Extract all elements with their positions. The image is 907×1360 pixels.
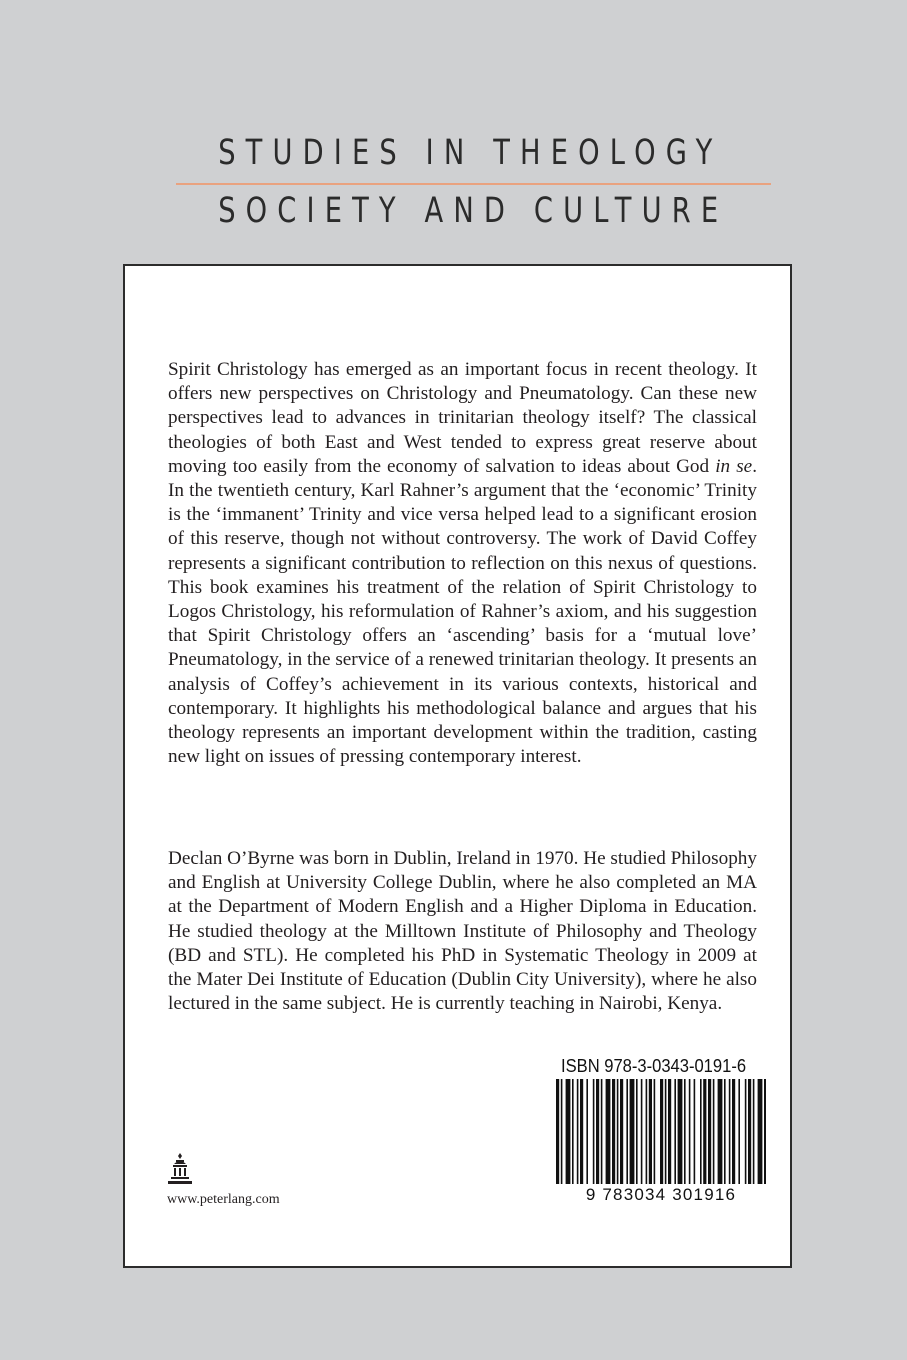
back-cover-panel	[123, 264, 792, 1268]
author-bio: Declan O’Byrne was born in Dublin, Ireland in 1970. He studied Philosophy and English at University College Dublin, where he also completed an MA at the Department of Modern English and a Higher Diploma in Education. He studied theology at the Milltown Institute of Philosophy and Theology (BD and STL). He completed his PhD in Systematic Theology in 2009 at the Mater Dei Institute of Education (Dublin City University), where he also lectured in the same subject. He is currently teaching in Nairobi, Kenya.	[168, 848, 757, 1015]
peter-lang-temple-icon	[167, 1152, 193, 1186]
publisher-website[interactable]: www.peterlang.com	[167, 1192, 280, 1207]
orange-divider	[176, 183, 771, 185]
book-blurb: Spirit Christology has emerged as an important focus in recent theology. It offers new perspectives on Christology and Pneumatology. Can these new perspectives lead to advances in trinitarian theology itself? The classical theologies of both East and West tended to express great reserve about moving too easily from the economy of salvation to ideas about God in se. In the twentieth century, Karl Rahner’s argument that the ‘economic’ Trinity is the ‘immanent’ Trinity and vice versa helped lead to a significant erosion of this reserve, though not without controversy. The work of David Coffey represents a significant contribution to reflection on this nexus of questions. This book examines his treatment of the relation of Spirit Christology to Logos Christology, his reformulation of Rahner’s axiom, and his suggestion that Spirit Christology offers an ‘ascending’ basis for a ‘mutual love’ Pneumatology, in the service of a renewed trinitarian theology. It presents an analysis of Coffey’s achievement in its various contexts, historical and contemporary. It highlights his methodological balance and argues that his theology represents an important development within the tradition, casting new light on issues of pressing contemporary interest.	[168, 359, 757, 768]
isbn-label: ISBN 978-3-0343-0191-6	[561, 1056, 747, 1076]
barcode-digits: 9 783034 301916	[585, 1185, 737, 1204]
series-title-line-1: STUDIES IN THEOLOGY	[218, 133, 723, 173]
series-title-line-2: SOCIETY AND CULTURE	[218, 191, 729, 231]
barcode-icon	[556, 1079, 766, 1204]
